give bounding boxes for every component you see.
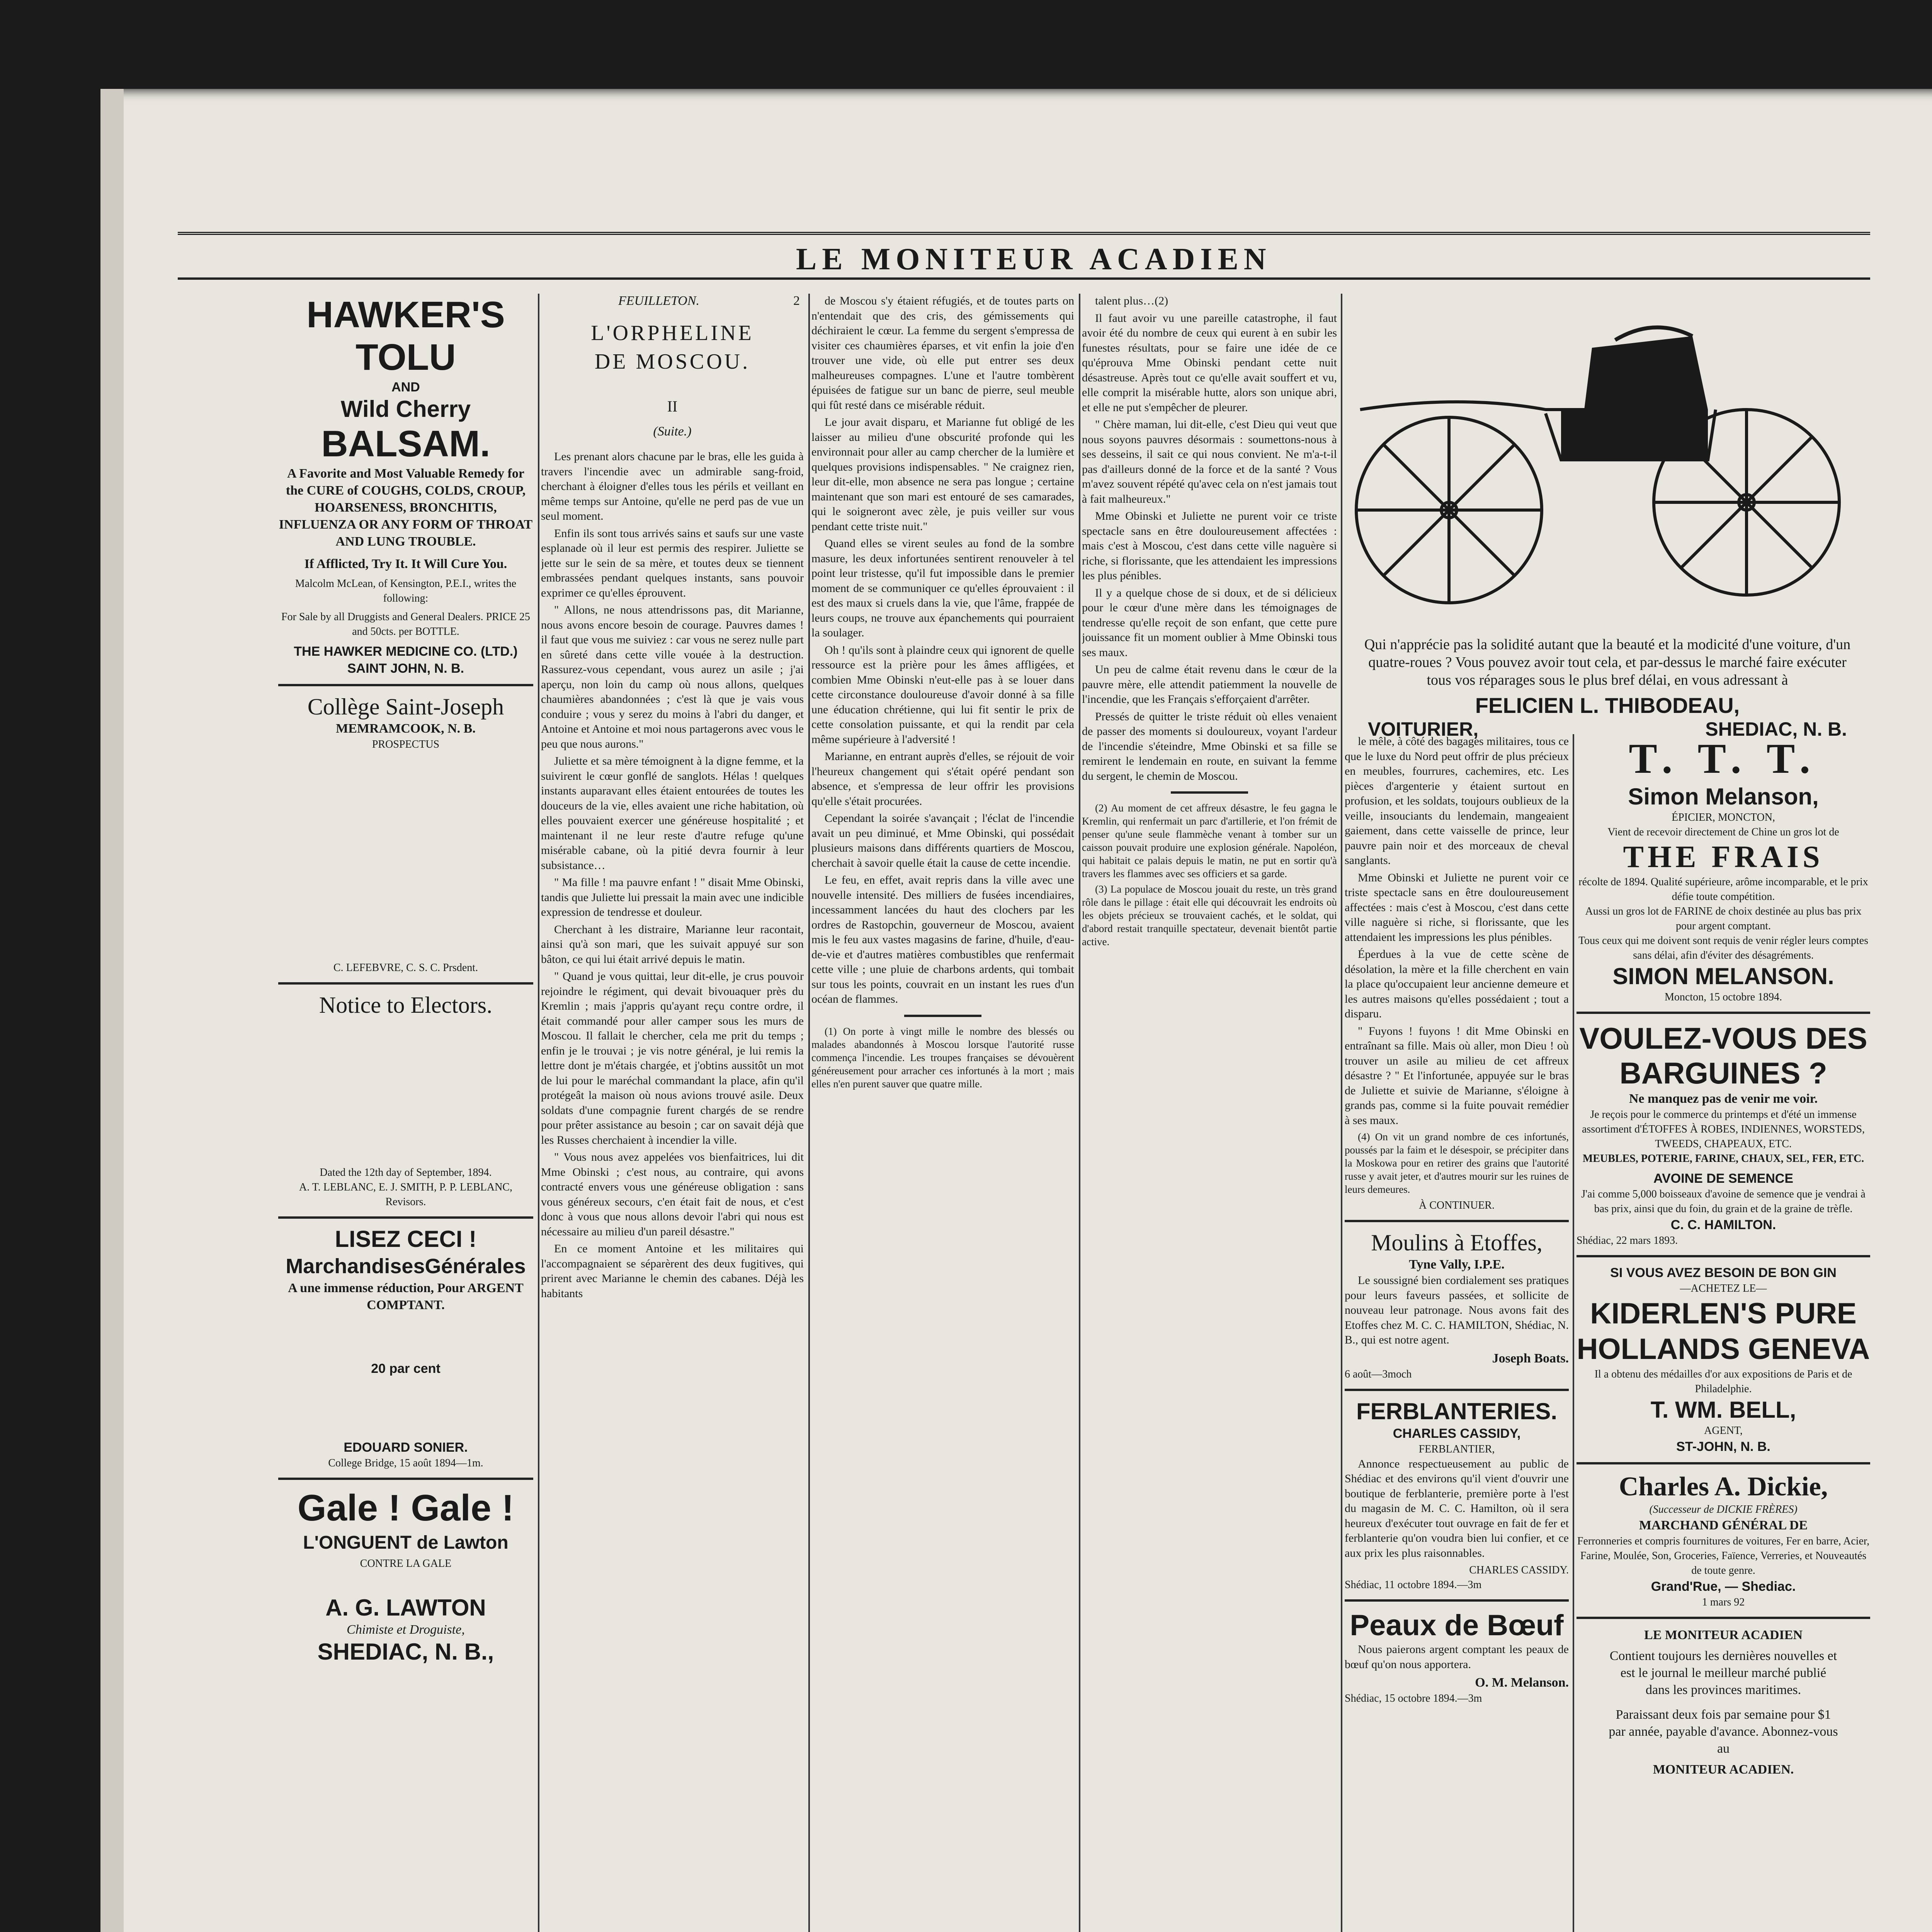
college-place: MEMRAMCOOK, N. B. xyxy=(336,721,476,736)
bell-place: ST-JOHN, N. B. xyxy=(1676,1439,1770,1454)
notice-title: Notice to Electors. xyxy=(319,992,493,1018)
ferblanteries-name: CHARLES CASSIDY, xyxy=(1393,1426,1521,1441)
simon-name: Simon Melanson, xyxy=(1628,784,1819,810)
hawker-title: HAWKER'S xyxy=(306,294,505,335)
gale-place: SHEDIAC, N. B., xyxy=(317,1639,494,1665)
footnote: (3) La populace de Moscou jouait du reste, un très grand rôle dans le pillage : était elle qui découvrait les endroits où les objets précieux se trouvaient cachés, et le soldat, qui d'abord restait tranquille spectateur, devenait bientôt partie active. xyxy=(1082,883,1337,947)
gale-onguent: L'ONGUENT de Lawton xyxy=(303,1532,509,1553)
peaux-signature: O. M. Melanson. xyxy=(1475,1675,1569,1690)
bon-gin: SI VOUS AVEZ BESOIN DE BON GIN xyxy=(1610,1265,1837,1280)
column-rule xyxy=(1341,294,1342,1932)
masthead xyxy=(178,232,1870,280)
paragraph: le mêle, à côté des bagages militaires, tous ce que le luxe du Nord peut offrir de plus précieux en meubles, fourrures, cachemires, etc. Les pièces d'argenterie y étaient surtout en profusion, et les soldats, toujours oublieux de la veille, insouciants du lendemain, mangeaient gaiement, dans cette vaisselle de prince, leur pauvre pain noir et des morceaux de cheval sanglants. xyxy=(1345,735,1569,867)
dickie-sub: (Successeur de DICKIE FRÈRES) xyxy=(1649,1503,1798,1515)
lisez-reduction: A une immense réduction, Pour ARGENT COMPTANT. xyxy=(288,1281,524,1312)
peaux-date: Shédiac, 15 octobre 1894.—3m xyxy=(1345,1692,1482,1704)
notice-dated: Dated the 12th day of September, 1894. xyxy=(320,1167,492,1179)
gale-maker: A. G. LAWTON xyxy=(325,1595,486,1621)
hawker-title: AND xyxy=(391,380,420,395)
story-column-3 xyxy=(811,294,1074,1932)
feuilleton-title: L'ORPHELINE xyxy=(591,321,754,345)
thibodeau-place: SHEDIAC, N. B. xyxy=(1705,718,1847,740)
thibodeau-name: FELICIEN L. THIBODEAU, xyxy=(1475,693,1740,718)
moniteur-text: Contient toujours les dernières nouvelles et est le journal le meilleur marché publié dans les provinces maritimes. xyxy=(1609,1649,1837,1697)
thibodeau-role: VOITURIER, xyxy=(1368,718,1479,740)
ttt-title: T. T. T. xyxy=(1629,735,1818,782)
lisez-place: College Bridge, 15 août 1894—1m. xyxy=(328,1457,483,1469)
moniteur-footer: MONITEUR ACADIEN. xyxy=(1653,1762,1794,1777)
moulins-place: Tyne Vally, I.P.E. xyxy=(1409,1257,1505,1272)
paragraph: Il faut avoir vu une pareille catastrophe, il faut avoir été du nombre de ceux qui eurent à en subir les funestes résultats, pour se faire une idée de ce qu'éprouva Mme Obinski pendant cette nuit désastreuse. Après tout ce qu'elle avait souffert et vu, elle comprit la misérable hutte, alors son unique abri, et elle ne put s'empêcher de pleurer. xyxy=(1082,311,1337,414)
column-ads-right xyxy=(1577,734,1870,1932)
paragraph: Quand elles se virent seules au fond de la sombre masure, les deux infortunées sentirent renouveler à tel point leur tristesse, qu'il fut impossible dans le premier moment de se communiquer ce qu'elles éprouvaient : il est des maux si cruels dans la vie, que l'âme, frappée de leurs coups, ne trouve aux épanchements qui pourraient la soulager. xyxy=(811,537,1074,639)
hawker-subtitle: A Favorite and Most Valuable Remedy for the CURE of COUGHS, COLDS, CROUP, HOARSENESS, BRONCHITIS, INFLUENZA OR ANY FORM OF THROAT AND LUNG TROUBLE. xyxy=(279,466,533,549)
dickie-role: MARCHAND GÉNÉRAL DE xyxy=(1639,1518,1808,1532)
buggy-icon xyxy=(1345,294,1870,634)
paragraph: Mme Obinski et Juliette ne purent voir ce triste spectacle sans en être douloureusement affectées : mais c'est à Moscou, c'est dans cette ville naguère si riche, si florissante, que les attendaient les impressions les plus pénibles. xyxy=(1082,510,1337,582)
hamilton: C. C. HAMILTON. xyxy=(1670,1218,1776,1232)
paragraph: " Vous nous avez appelées vos bienfaitrices, lui dit Mme Obinski ; c'est nous, au contraire, qui avons contracté envers vous une généreuse obligation : sans vous généreux secours, c'en était fait de nous, et c'est donc à vous que nous allons devoir l'abri qui nous est nécessaire au milieu d'un pareil désastre." xyxy=(541,1151,804,1238)
barguines-title: VOULEZ-VOUS DES BARGUINES ? xyxy=(1579,1021,1867,1090)
avoine-title: AVOINE DE SEMENCE xyxy=(1653,1171,1794,1186)
lisez-signature: EDOUARD SONIER. xyxy=(344,1440,468,1455)
kiderlen: KIDERLEN'S PURE HOLLANDS GENEVA xyxy=(1577,1297,1870,1366)
moulins-signature: Joseph Boats. xyxy=(1492,1351,1569,1366)
paragraph: Cependant la soirée s'avançait ; l'éclat de l'incendie avait un peu diminué, et Mme Obinski, qui possédait plusieurs maisons dans différents quartiers de Moscou, cherchait à savoir quelle était la cause de cette incendie. xyxy=(811,812,1074,869)
paragraph: de Moscou s'y étaient réfugiés, et de toutes parts on n'entendait que des cris, des gémissements qui déchiraient le cœur. La femme du sergent s'empressa de visiter ces chaumières éparses, et vit enfin la joie d'en trouver une vide, où elle put entrer ses deux malheureuses compagnes. L'une et l'autre tombèrent épuisées de fatigue sur un banc de pierre, seul meuble qui fût resté dans ce misérable réduit. xyxy=(811,294,1074,412)
buggy-caption: Qui n'apprécie pas la solidité autant que la beauté et la modicité d'une voiture, d'un quatre-roues ? Vous pouvez avoir tout cela, et par-dessus le marché faire exécuter tous vos réparages sous le plus bref délai, en vous adressant à xyxy=(1364,636,1851,688)
moniteur-title: LE MONITEUR ACADIEN xyxy=(1644,1628,1803,1642)
bell-role: AGENT, xyxy=(1704,1425,1743,1437)
footnote: (1) On porte à vingt mille le nombre des blessés ou malades abandonnés à Moscou lorsque l'autorité russe commença l'incendie. Les troupes françaises se dévouèrent généreusement pour arracher ces infortunés à la mort ; mais elles n'en purent sauver que quatre mille. xyxy=(811,1025,1074,1090)
page-edge-left xyxy=(100,89,124,1932)
feuilleton-label: FEUILLETON. xyxy=(618,294,700,308)
notice-signatures: A. T. LEBLANC, E. J. SMITH, P. P. LEBLANC, Revisors. xyxy=(299,1181,512,1208)
paragraph: " Quand je vous quittai, leur dit-elle, je crus pouvoir rejoindre le régiment, qui devait bivouaquer près du Kremlin ; mais j'appris qu'ayant reçu contre ordre, il était commandé pour aller camper sous les murs de Moscou. Il fallait le chercher, cela me prit du temps ; enfin je le trouvai ; je vis notre général, je lui remis la lettre dont je m'étais chargée, et j'obtins aussitôt un mot de lui pour le maréchal commandant la place, afin qu'il protégeât la maison où nous avions trouvé asile. Deux soldats d'une compagnie furent chargés de se rendre pour prêter assistance au besoin ; car on savait déjà que les Russes cherchaient à incendier la ville. xyxy=(541,970,804,1146)
feuilleton-title: DE MOSCOU. xyxy=(594,350,750,374)
avoine-text: J'ai comme 5,000 boisseaux d'avoine de semence que je vendrai à bas prix, ainsi que du foin, du grain et de la graine de trèfle. xyxy=(1581,1188,1866,1215)
gale-contre: CONTRE LA GALE xyxy=(360,1558,452,1570)
hawker-sold: For Sale by all Druggists and General Dealers. PRICE 25 and 50cts. per BOTTLE. xyxy=(281,611,530,638)
simon-text-3: Aussi un gros lot de FARINE de choix destinée au plus bas prix pour argent comptant. xyxy=(1585,905,1862,932)
simon-text-4: Tous ceux qui me doivent sont requis de venir régler leurs comptes sans délai, afin d'éviter des désagréments. xyxy=(1578,935,1868,961)
lisez-percent: 20 par cent xyxy=(371,1361,440,1376)
gale-title: Gale ! Gale ! xyxy=(297,1487,514,1529)
gale-role: Chimiste et Droguiste, xyxy=(347,1622,465,1637)
story-column-5 xyxy=(1345,734,1569,1932)
hawker-title: BALSAM. xyxy=(321,423,490,464)
chapter-number: II xyxy=(667,398,678,415)
hawker-title: Wild Cherry xyxy=(340,396,471,422)
suite-label: (Suite.) xyxy=(653,424,692,439)
the-frais: THE FRAIS xyxy=(1623,840,1824,874)
moniteur-text-2: Paraissant deux fois par semaine pour $1 par année, payable d'avance. Abonnez-vous au xyxy=(1609,1708,1838,1756)
ferblanteries-role: FERBLANTIER, xyxy=(1418,1443,1495,1455)
peaux-title: Peaux de Bœuf xyxy=(1350,1609,1564,1642)
simon-role: ÉPICIER, MONCTON, xyxy=(1672,811,1775,823)
moulins-title: Moulins à Etoffes, xyxy=(1371,1230,1543,1255)
footnote: (2) Au moment de cet affreux désastre, le feu gagna le Kremlin, qui renfermait un parc d'artillerie, et l'on frémit de penser qu'une seule flammèche venant à tomber sur un caisson pouvait produire une explosion générale. Napoléon, qui habitait ce palais depuis le matin, ne put en sortir qu'à travers les flammes avec ses officiers et sa garde. xyxy=(1082,802,1337,879)
paragraph: " Fuyons ! fuyons ! dit Mme Obinski en entraînant sa fille. Mais où aller, mon Dieu ! où trouver un asile au milieu de cet affreux désastre ? " Et l'infortunée, appuyée sur le bras de Juliette et suivie de Marianne, s'éloigne à grands pas, comme si la fuite pouvait remédier à ses maux. xyxy=(1345,1024,1569,1127)
paragraph: Enfin ils sont tous arrivés sains et saufs sur une vaste esplanade où il leur est permis des respirer. Juliette se jette sur le sein de sa mère, et toutes deux se tiennent embrassées pendant quelques instants, sans pouvoir exprimer ce qu'elles éprouvent. xyxy=(541,527,804,599)
buggy-advert xyxy=(1345,294,1870,740)
paragraph: Oh ! qu'ils sont à plaindre ceux qui ignorent de quelle ressource est la prière pour les âmes affligées, et combien Mme Obinski n'eut-elle pas à se louer dans cette circonstance douloureuse d'avoir donné à sa fille une éducation chrétienne, qui lui fit sentir le prix de cette consolation puissante, et qui la rendit par cela même supérieure à l'adversité ! xyxy=(811,643,1074,746)
peaux-text: Nous paierons argent comptant les peaux de bœuf qu'on nous apportera. xyxy=(1345,1643,1569,1671)
paragraph: Marianne, en entrant auprès d'elles, se réjouit de voir l'heureux changement qui s'était opéré pendant son absence, et s'empressa de leur offrir les provisions qu'elle s'était procurées. xyxy=(811,750,1074,808)
ferblanteries-title: FERBLANTERIES. xyxy=(1356,1398,1558,1424)
bell-name: T. WM. BELL, xyxy=(1650,1397,1796,1423)
feuilleton-body xyxy=(541,449,804,1301)
hawker-maker: THE HAWKER MEDICINE CO. (LTD.) SAINT JOHN, N. B. xyxy=(294,644,518,676)
paragraph: Cherchant à les distraire, Marianne leur racontait, ainsi qu'à son mari, que les suivait appuyé sur son bâton, ce qui lui était arrivé depuis le matin. xyxy=(541,923,804,966)
hawker-title: TOLU xyxy=(355,337,456,378)
paragraph: Pressés de quitter le triste réduit où elles venaient de passer des moments si douloureux, voyant l'ardeur de l'incendie s'éteindre, Mme Obinski et sa fille se remirent le lendemain en route, en suivant la femme du sergent, le chemin de Moscou. xyxy=(1082,710,1337,782)
paragraph: Mme Obinski et Juliette ne purent voir ce triste spectacle sans en être douloureusement affectées : mais c'est à Moscou, c'est dans cette ville naguère si riche, si florissante, que les attendaient les impressions les plus pénibles. xyxy=(1345,871,1569,944)
dickie-text: Ferronneries et compris fournitures de voitures, Fer en barre, Acier, Farine, Moulée, Son, Groceries, Faïence, Verreries, et Nouveautés de toute genre. xyxy=(1577,1535,1870,1577)
college-signature: C. LEFEBVRE, C. S. C. Prsdent. xyxy=(333,962,478,974)
paragraph: Un peu de calme était revenu dans le cœur de la pauvre mère, elle attendit patiemment la nouvelle de l'incendie, que les Français s'efforçaient d'arrêter. xyxy=(1082,663,1337,706)
column-rule xyxy=(538,294,539,1932)
barguines-list: MEUBLES, POTERIE, FARINE, CHAUX, SEL, FER, ETC. xyxy=(1582,1153,1864,1165)
hawker-tagline: If Afflicted, Try It. It Will Cure You. xyxy=(304,557,507,571)
continuer: À CONTINUER. xyxy=(1419,1199,1495,1211)
simon-date: Moncton, 15 octobre 1894. xyxy=(1664,991,1782,1003)
feuilleton-number: 2 xyxy=(793,294,800,308)
feuilleton-column xyxy=(541,294,804,1932)
column-rule xyxy=(1573,734,1574,1932)
masthead-title: LE MONITEUR ACADIEN xyxy=(796,242,1272,276)
footnote: (4) On vit un grand nombre de ces infortunés, poussés par la faim et le désespoir, se précipiter dans la Moskowa pour en retirer des grains que l'autorité russe y avait jeter, et d'autres mourir sur les ruines de leurs demeures. xyxy=(1345,1131,1569,1195)
simon-text-2: récolte de 1894. Qualité supérieure, arôme incomparable, et le prix défie toute compétition. xyxy=(1578,876,1868,903)
dickie-date: 1 mars 92 xyxy=(1702,1596,1745,1608)
paragraph: talent plus…(2) xyxy=(1095,294,1168,307)
dickie-name: Charles A. Dickie, xyxy=(1619,1472,1828,1502)
lisez-title: LISEZ CECI ! xyxy=(335,1226,477,1252)
paragraph: Le feu, en effet, avait repris dans la ville avec une nouvelle intensité. Des milliers de fusées incendiaires, incessamment lancées du haut des clochers par les ordres de Rastopchin, gouverneur de Moscou, avaient mis le feu aux vastes magasins de farine, d'huile, d'eau-de-vie et d'autres matières combustibles que renfermait cette ville ; une pluie de charbons ardents, qui tombait sur tous les points, couvrait en un instant les rues d'un océan de flammes. xyxy=(811,874,1074,1005)
lisez-merch: MarchandisesGénérales xyxy=(286,1255,526,1278)
paragraph: Il y a quelque chose de si doux, et de si délicieux pour le cœur d'une mère dans les témoignages de tendresse qu'elle reçoit de son enfant, que cette pure jouissance fit un moment oublier à Mme Obinski tous ses maux. xyxy=(1082,586,1337,659)
barguines-text: Je reçois pour le commerce du printemps et d'été un immense assortiment d'ÉTOFFES À ROBES, INDIENNES, WORSTEDS, TWEEDS, CHAPEAUX, ETC. xyxy=(1582,1109,1865,1150)
column-rule xyxy=(808,294,810,1932)
moulins-date: 6 août—3moch xyxy=(1345,1368,1412,1380)
paragraph: " Ma fille ! ma pauvre enfant ! " disait Mme Obinski, tandis que Juliette lui pressait la main avec une indicible expression de tendresse et douleur. xyxy=(541,876,804,918)
moulins-text: Le soussigné bien cordialement ses pratiques pour leurs faveurs passées, et sollicite de nouveau leur patronage. Nous avons fait des Etoffes chez M. C. C. HAMILTON, Shédiac, N. B., qui est notre agent. xyxy=(1345,1274,1569,1346)
column-rule xyxy=(1079,294,1080,1932)
college-prospectus: PROSPECTUS xyxy=(372,738,440,750)
paragraph: " Chère maman, lui dit-elle, c'est Dieu qui veut que nous soyons pauvres désormais : soumettons-nous à ses desseins, il sait ce qui nous convient. Ne m'a-t-il pas d'ailleurs donné de la force et de la santé ? Vous m'avez souvent répété qu'avec cela on n'est jamais tout à fait malheureux." xyxy=(1082,418,1337,505)
paragraph: Le jour avait disparu, et Marianne fut obligé de les laisser au milieu d'une obscurité profonde qui les environnait pour aller au camp chercher de la lumière et quelques provisions indispensables. " Ne craignez rien, leur dit-elle, mon absence ne sera pas longue ; certaine maintenant que son mari est entouré de ses camarades, qui le soigneront avec zèle, je puis veiller sur vous pendant cette triste nuit." xyxy=(811,416,1074,533)
paragraph: Les prenant alors chacune par le bras, elle les guida à travers l'incendie avec un admirable sang-froid, cherchant à éloigner d'elles tous les périls et veillant en même temps sur Antoine, qu'elle ne perd pas de vue un seul moment. xyxy=(541,450,804,522)
paragraph: Éperdues à la vue de cette scène de désolation, la mère et la fille cherchent en vain la place qu'occupaient leur ancienne demeure et les autres maisons qu'elles possédaient ; tout a disparu. xyxy=(1345,948,1569,1020)
barguines-sub: Ne manquez pas de venir me voir. xyxy=(1629,1092,1818,1106)
simon-text: Vient de recevoir directement de Chine un gros lot de xyxy=(1607,826,1839,838)
kiderlen-text: Il a obtenu des médailles d'or aux expositions de Paris et de Philadelphie. xyxy=(1594,1368,1852,1395)
story-column-4 xyxy=(1082,294,1337,1932)
hawker-testimonial: Malcolm McLean, of Kensington, P.E.I., writes the following: xyxy=(295,578,517,604)
dickie-place: Grand'Rue, — Shediac. xyxy=(1651,1579,1796,1594)
ferblanteries-signature: CHARLES CASSIDY. xyxy=(1469,1564,1569,1576)
paragraph: " Allons, ne nous attendrissons pas, dit Marianne, nous avons encore besoin de courage. Pauvres dames ! il faut que vous me suiviez : car vous ne serez nulle part en sûreté dans cette ville vouée à la destruction. Rassurez-vous cependant, vous aurez un asile ; j'ai aperçu, non loin du camp où nous allons, quelques chaumières abandonnées ; c'est là que je vais vous conduire ; vous y serez du moins à l'abri du danger, et Antoine et Antoine et moi nous partagerons avec vous le peu que nous aurons." xyxy=(541,604,804,750)
ferblanteries-text: Annonce respectueusement au public de Shédiac et des environs qu'il vient d'ouvrir une boutique de ferblanterie, première porte à l'est du magasin de M. C. C. Hamilton, où il sera heureux d'exécuter tout ouvrage en fait de fer et ferblanterie qu'on voudra bien lui confier, et ce aux prix les plus raisonnables. xyxy=(1345,1457,1569,1560)
paragraph: En ce moment Antoine et les militaires qui l'accompagnaient se séparèrent des deux fugitives, qui prirent avec Marianne le chemin des cabanes. Déjà les habitants xyxy=(541,1242,804,1300)
college-title: Collège Saint-Joseph xyxy=(307,694,504,719)
achetez: —ACHETEZ LE— xyxy=(1680,1282,1767,1294)
ferblanteries-date: Shédiac, 11 octobre 1894.—3m xyxy=(1345,1579,1482,1591)
hamilton-date: Shédiac, 22 mars 1893. xyxy=(1577,1235,1678,1247)
simon-big: SIMON MELANSON. xyxy=(1612,963,1834,989)
column-ads-left xyxy=(278,294,533,1932)
paragraph: Juliette et sa mère témoignent à la digne femme, et la suivirent le cœur gonflé de sanglots. Hélas ! quelques instants auparavant elles étaient entourées de toutes les douceurs de la vie, elles avaient une riche habitation, où elles pouvaient exercer une généreuse hospitalité ; et maintenant il ne leur reste d'autre refuge qu'une misérable cabane, où la pitié devra fournir à leur subsistance… xyxy=(541,755,804,872)
